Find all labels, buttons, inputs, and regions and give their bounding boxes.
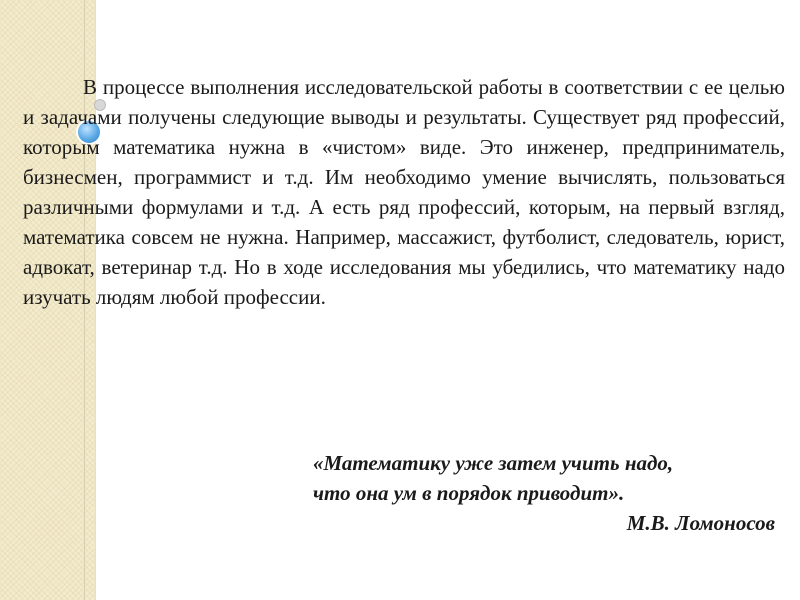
quote-line-1: «Математику уже затем учить надо, bbox=[313, 451, 674, 475]
main-paragraph: В процессе выполнения исследовательской работы в соответствии с ее целью и задачами получены следующие выводы и результаты. Существует ряд профессий, которым математика нужна в «чистом» виде. Это инженер, предприниматель, бизнесмен, программист и т.д. Им необходимо умение вычислять, пользоваться различными формулами и т.д. А есть ряд профессий, которым, на первый взгляд, математика совсем не нужна. Например, массажист, футболист, следователь, юрист, адвокат, ветеринар т.д. Но в ходе исследования мы убедились, что математику надо изучать людям любой профессии. bbox=[23, 75, 785, 309]
quote-author: М.В. Ломоносов bbox=[626, 511, 775, 535]
quote-block bbox=[313, 448, 783, 538]
quote-line-2: что она ум в порядок приводит». bbox=[313, 481, 625, 505]
